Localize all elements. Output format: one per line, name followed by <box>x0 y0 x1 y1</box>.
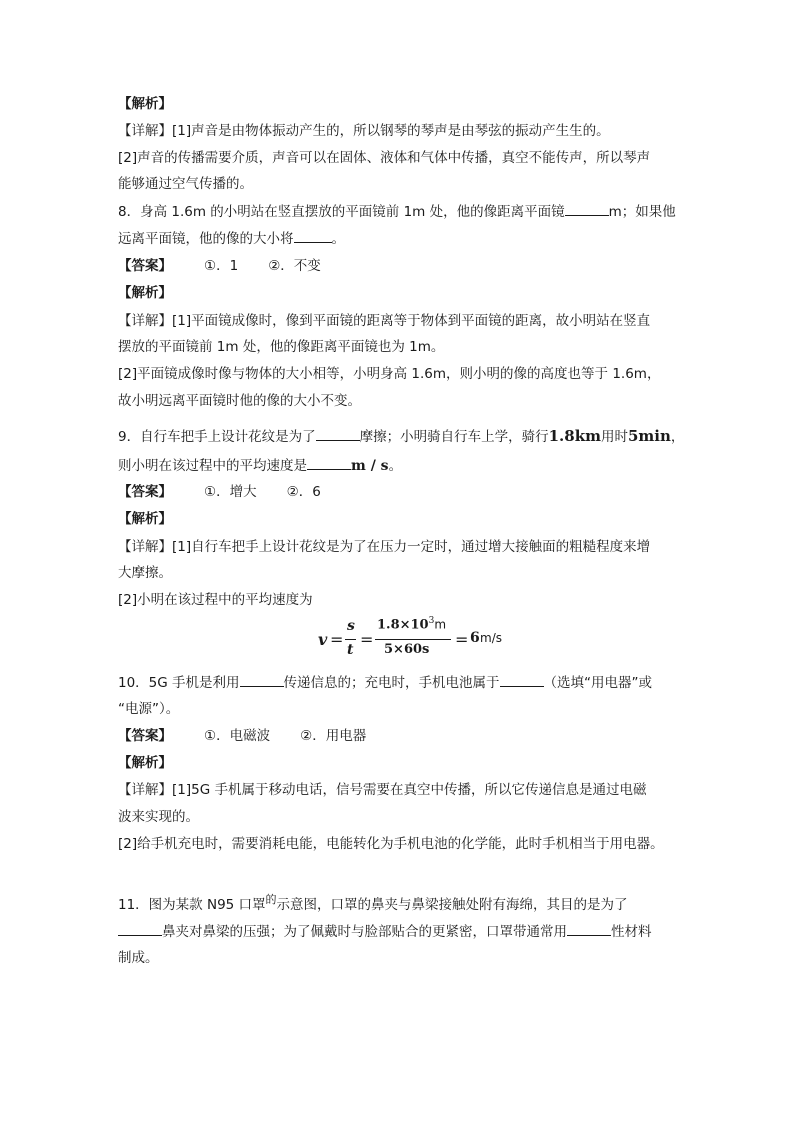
q11-stem-de: 的 <box>265 893 277 906</box>
formula-num-exp: 3 <box>428 616 435 626</box>
formula-equals-1: = <box>330 630 344 649</box>
q9-answer-1: ①．增大 <box>204 484 257 500</box>
q11-stem-line-3: 制成。 <box>118 950 159 966</box>
q9-speed-formula <box>318 618 518 662</box>
q8-stem-text: 。 <box>331 231 345 247</box>
q8-stem-line-1 <box>118 201 676 222</box>
q9-stem-line-1 <box>118 426 684 447</box>
formula-t: t <box>347 642 354 658</box>
formula-num-value: 1.8×10 <box>377 617 429 633</box>
q11-blank-1 <box>118 921 162 936</box>
q7-analysis-label: 【解析】 <box>118 96 172 112</box>
q9-answer <box>118 482 321 502</box>
formula-equals-3: = <box>455 630 469 649</box>
q8-stem-text: 8．身高 1.6m 的小明站在竖直摆放的平面镜前 1m 处，他的像距离平面镜 <box>118 204 565 220</box>
q8-analysis-label: 【解析】 <box>118 285 172 301</box>
q9-blank-1 <box>316 426 360 441</box>
q7-detail-2b: 能够通过空气传播的。 <box>118 176 253 192</box>
formula-num-unit: m <box>434 617 447 632</box>
q11-blank-2 <box>567 921 611 936</box>
q9-stem-line-2 <box>118 455 402 476</box>
formula-result: 6 <box>470 630 480 646</box>
q10-blank-1 <box>240 672 284 687</box>
q8-blank-1 <box>565 201 609 216</box>
q8-answer <box>118 256 321 276</box>
formula-numerator <box>377 616 446 632</box>
q8-stem-text: 远离平面镜，他的像的大小将 <box>118 231 294 247</box>
q10-stem-line-1 <box>118 672 652 693</box>
formula-equals-2: = <box>360 630 374 649</box>
formula-fraction-line-2 <box>375 639 451 640</box>
q8-detail-2b: 故小明远离平面镜时他的像的大小不变。 <box>118 393 361 409</box>
q11-stem-text: 示意图，口罩的鼻夹与鼻梁接触处附有海绵，其目的是为了 <box>276 897 628 913</box>
q9-stem-text: 则小明在该过程中的平均速度是 <box>118 458 307 474</box>
q9-stem-text: 摩擦；小明骑自行车上学，骑行 <box>359 429 549 445</box>
q9-detail-2: [2]小明在该过程中的平均速度为 <box>118 592 313 608</box>
q8-answer-2: ②．不变 <box>268 258 321 274</box>
q10-stem-text: 10．5G 手机是利用 <box>118 675 240 691</box>
q11-stem-text: 性材料 <box>611 924 652 940</box>
formula-denominator: 5×60s <box>384 642 430 657</box>
q9-answer-label: 【答案】 <box>118 484 172 500</box>
q8-detail-2a: [2]平面镜成像时像与物体的大小相等，小明身高 1.6m，则小明的像的高度也等于 1.6m， <box>118 366 661 382</box>
q11-stem-text: 鼻夹对鼻梁的压强；为了佩戴时与脸部贴合的更紧密，口罩带通常用 <box>162 924 567 940</box>
q9-answer-2: ②．6 <box>286 484 321 500</box>
q8-detail-1b: 摆放的平面镜前 1m 处，他的像距离平面镜也为 1m。 <box>118 339 445 355</box>
q10-answer-1: ①．电磁波 <box>204 728 271 744</box>
q11-stem-line-1 <box>118 895 628 916</box>
q7-detail-1: 【详解】[1]声音是由物体振动产生的，所以钢琴的琴声是由琴弦的振动产生生的。 <box>118 123 610 139</box>
q9-detail-1b: 大摩擦。 <box>118 565 172 581</box>
formula-s: s <box>347 618 355 634</box>
q9-distance: 1.8km <box>548 427 601 445</box>
q8-blank-2 <box>294 228 332 243</box>
q10-analysis-label: 【解析】 <box>118 755 172 771</box>
q10-answer-2: ②．用电器 <box>300 728 367 744</box>
q10-detail-1b: 波来实现的。 <box>118 809 199 825</box>
q8-answer-label: 【答案】 <box>118 258 172 274</box>
q9-blank-2 <box>307 455 351 470</box>
formula-v: v <box>318 630 328 649</box>
q10-stem-text: （选填“用电器”或 <box>543 675 653 691</box>
q8-stem-line-2 <box>118 228 345 249</box>
q10-detail-2: [2]给手机充电时，需要消耗电能，电能转化为手机电池的化学能，此时手机相当于用电器。 <box>118 836 664 852</box>
formula-fraction-line-1 <box>345 639 356 640</box>
q10-blank-2 <box>500 672 544 687</box>
q9-detail-1a: 【详解】[1]自行车把手上设计花纹是为了在压力一定时，通过增大接触面的粗糙程度来增 <box>118 539 651 555</box>
formula-result-unit: m/s <box>480 631 502 645</box>
q9-stem-text: ， <box>670 429 685 445</box>
q11-stem-line-2 <box>118 921 652 942</box>
q8-answer-1: ①．1 <box>204 258 239 274</box>
q10-answer-label: 【答案】 <box>118 728 172 744</box>
q9-time: 5min <box>627 427 671 445</box>
q8-stem-text: m；如果他 <box>608 204 676 220</box>
q9-stem-text: 。 <box>388 458 403 474</box>
q8-detail-1a: 【详解】[1]平面镜成像时，像到平面镜的距离等于物体到平面镜的距离，故小明站在竖直 <box>118 313 651 329</box>
q9-stem-text: 9．自行车把手上设计花纹是为了 <box>118 429 316 445</box>
q10-stem-text: 传递信息的；充电时，手机电池属于 <box>283 675 500 691</box>
q9-analysis-label: 【解析】 <box>118 511 172 527</box>
q10-answer <box>118 726 366 746</box>
q7-detail-2a: [2]声音的传播需要介质，声音可以在固体、液体和气体中传播，真空不能传声，所以琴声 <box>118 150 651 166</box>
q10-detail-1a: 【详解】[1]5G 手机属于移动电话，信号需要在真空中传播，所以它传递信息是通过电磁 <box>118 782 647 798</box>
q11-stem-text: 11．图为某款 N95 口罩 <box>118 897 266 913</box>
q10-stem-line-2: “电源”）。 <box>118 701 180 717</box>
q9-stem-text: 用时 <box>600 429 628 445</box>
q9-unit: m / s <box>351 458 389 474</box>
